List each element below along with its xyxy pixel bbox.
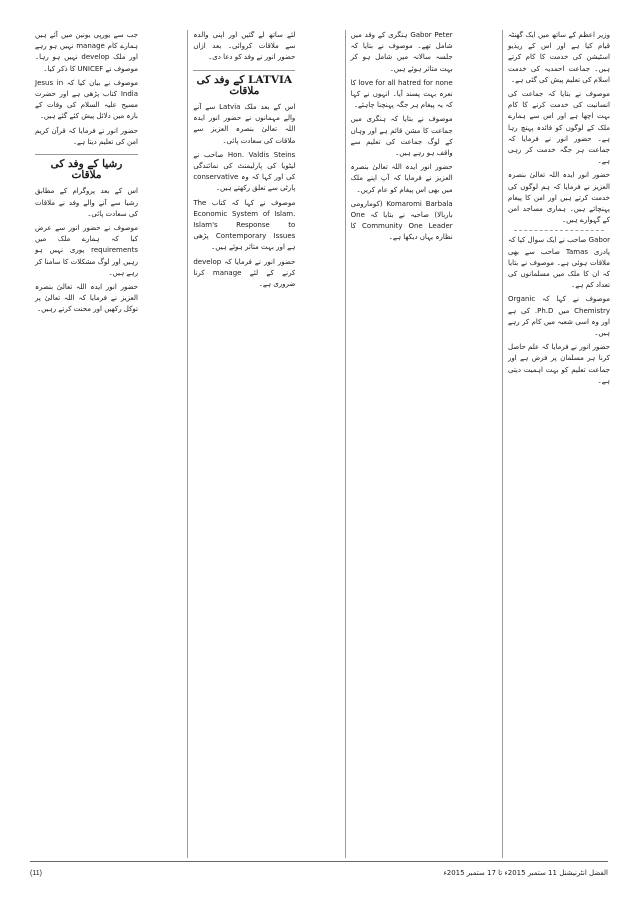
paragraph: موصوف نے کہا کہ Organic Chemistry میں Ph.D. کی ہے اور وہ اسی شعبہ میں کام کر رہے ہیں۔ — [507, 295, 610, 338]
paragraph: Gabor صاحب نے ایک سوال کیا کہ پادری Tamas صاحب سے بھی ملاقات ہوئی ہے۔ موصوف نے بتایا کہ ان کا ملک میں مسلمانوں کی تعداد کم ہے۔ — [507, 236, 610, 290]
paragraph: حضور انور نے فرمایا کہ develop کرنے کے لئے manage کرنا ضروری ہے۔ — [193, 257, 296, 289]
paragraph: موصوف نے بتایا کہ ہنگری میں جماعت کا مشن قائم ہے اور وہاں کے لوگ جماعت کی تعلیم سے واقف ہو رہے ہیں۔ — [350, 115, 453, 158]
paragraph: Hon. Valdis Steins صاحب نے لیٹویا کی پارلیمنٹ کی نمائندگی کی اور کہا کہ وہ conservative پارٹی سے تعلق رکھتے ہیں۔ — [193, 150, 296, 193]
paragraph: love for all hatred for none کا نعرہ بہت پسند آیا۔ انہوں نے کہا کہ یہ پیغام ہر جگہ پہنچنا چاہئے۔ — [350, 78, 453, 110]
column-1 — [502, 30, 610, 858]
paragraph: حضور انور نے فرمایا کہ علم حاصل کرنا ہر مسلمان پر فرض ہے اور جماعت تعلیم کو بہت اہمیت دیتی ہے۔ — [507, 343, 610, 385]
paragraph: حضور انور نے فرمایا کہ قرآن کریم امن کی تعلیم دیتا ہے۔ — [35, 126, 138, 146]
column-4 — [30, 30, 138, 858]
paragraph: وزیر اعظم کے ساتھ میں ایک گھنٹہ قیام کیا ہے اور اس کے ریذیو اسٹیشن کی خدمت کا کام کرتے ہیں۔ جماعت احمدیہ کی خدمت اسلام کی تعلیم پیش کی گئی ہے۔ — [507, 31, 610, 84]
paragraph: لئے ساتھ لے گئیں اور اپنی والدہ سے ملاقات کروائی۔ بعد ازاں حضور انور نے وفد کو دعا دی۔ — [193, 31, 296, 62]
section-heading: LATVIA کے وفد کی ملاقات — [193, 70, 295, 97]
column-3 — [187, 30, 295, 858]
publication-line: الفضل انٹرنیشنل 11 ستمبر 2015ء تا 17 ستمبر 2015ء — [443, 869, 608, 877]
paragraph: موصوف نے بیان کیا کہ Jesus in India کتاب پڑھی ہے اور حضرت مسیح علیہ السلام کی وفات کے بارہ میں دلائل پیش کئے گئے ہیں۔ — [35, 78, 138, 121]
paragraph: اس کے بعد ملک Latvia سے آنے والے مہمانوں نے حضور انور ایدہ اللہ تعالیٰ بنصرہ العزیز سے ملاقات کی سعادت پائی۔ — [193, 103, 296, 145]
paragraph: Komaromi Barbala (کومارومی باربالا) صاحبہ نے بتایا کہ One Community One Leader کا نظارہ یہاں دیکھا ہے۔ — [350, 199, 453, 242]
paragraph: موصوف نے بتایا کہ جماعت کی انسانیت کی خدمت کرنے کا کام بہت اچھا ہے اور اس سے ہمارے ملک کے لوگوں کو فائدہ پہنچ رہا ہے۔ حضور انور نے فرمایا کہ جماعت ہر جگہ خدمت کر رہی ہے۔ — [507, 90, 610, 166]
paragraph: اس کے بعد پروگرام کے مطابق رشیا سے آنے والے وفد نے ملاقات کی سعادت پائی۔ — [35, 187, 138, 218]
paragraph: موصوف نے حضور انور سے عرض کیا کہ ہمارے ملک میں requirements پوری نہیں ہو رہیں اور لوگ مشکلات کا سامنا کر رہے ہیں۔ — [35, 224, 138, 277]
section-divider — [514, 230, 604, 231]
page-footer — [30, 866, 608, 880]
footer-divider — [30, 861, 608, 862]
columns-container — [30, 30, 610, 858]
page-number: (11) — [30, 869, 42, 877]
paragraph: Gabor Peter ہنگری کے وفد میں شامل تھے۔ موصوف نے بتایا کہ جلسہ سالانہ میں شامل ہو کر بہت متاثر ہوئے ہیں۔ — [350, 31, 453, 73]
paragraph: حضور انور ایدہ اللہ تعالیٰ بنصرہ العزیز نے فرمایا کہ اللہ تعالیٰ پر توکل رکھیں اور محنت کرتے رہیں۔ — [35, 283, 138, 314]
paragraph: موصوف نے کہا کہ کتاب The Economic System of Islam. Islam's Response to Contemporary Issues پڑھی ہے اور بہت متاثر ہوئے ہیں۔ — [193, 198, 296, 252]
column-2 — [345, 30, 453, 858]
paragraph: حضور انور ایدہ اللہ تعالیٰ بنصرہ العزیز نے فرمایا کہ ہم لوگوں کی خدمت کرتے ہیں اور امن کا پیغام پہنچاتے ہیں۔ ہماری مساجد امن کے گہوارے ہیں۔ — [507, 171, 610, 225]
paragraph: حضور انور ایدہ اللہ تعالیٰ بنصرہ العزیز نے فرمایا کہ آپ اپنے ملک میں بھی اس پیغام کو عام کریں۔ — [350, 163, 453, 194]
section-heading: رشیا کے وفد کی ملاقات — [35, 154, 138, 181]
paragraph: جب سے یورپی یونین میں آئے ہیں ہمارے کام manage نہیں ہو رہے اور ملک develop نہیں ہو رہا۔ موصوف نے UNICEF کا ذکر کیا۔ — [35, 31, 138, 73]
